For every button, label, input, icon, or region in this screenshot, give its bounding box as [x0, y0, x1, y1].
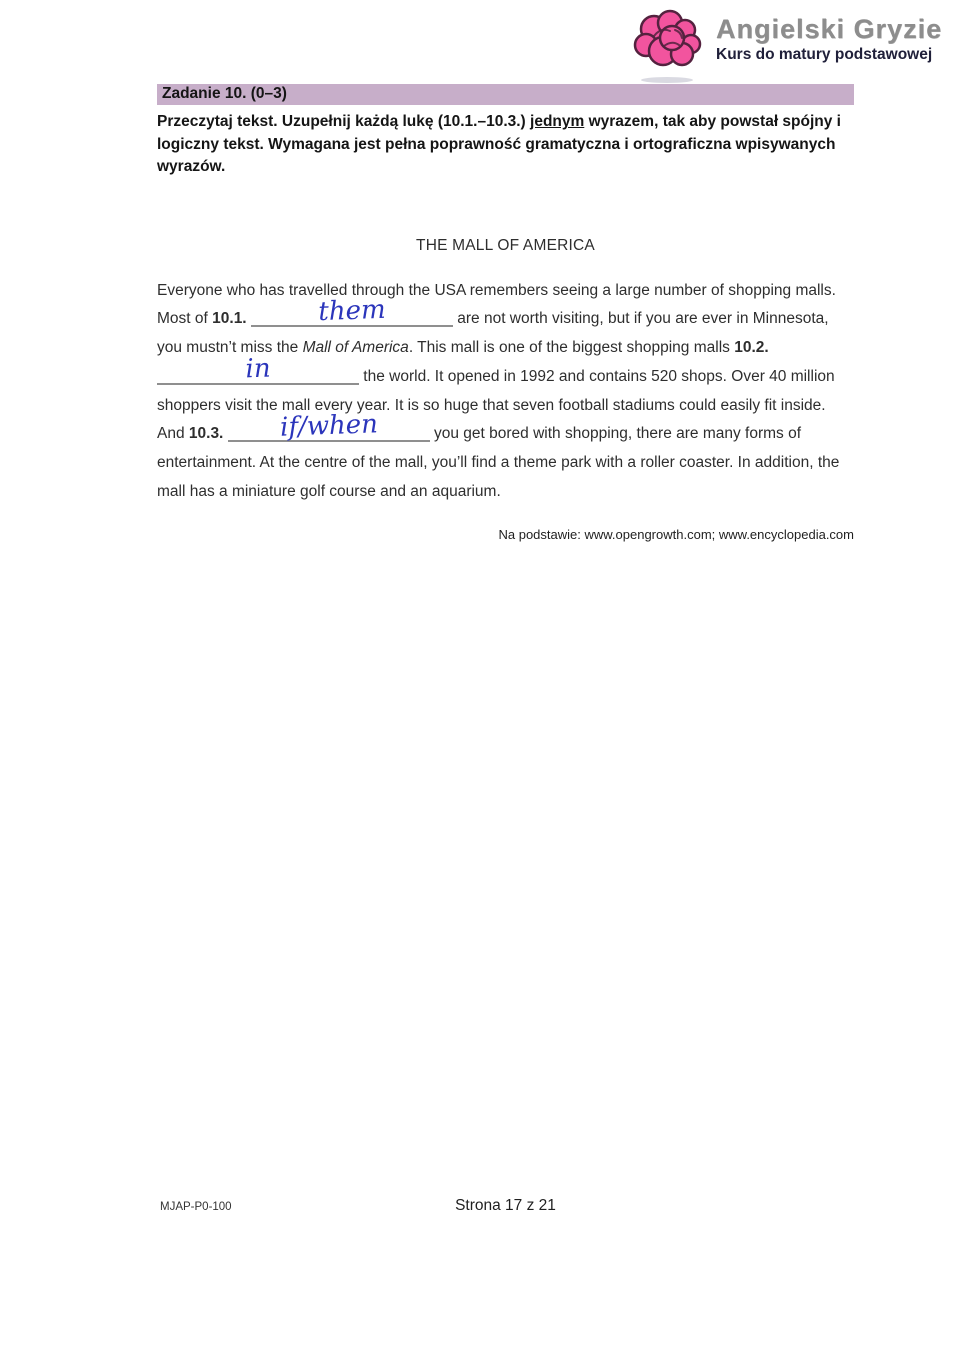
gap3-handwritten-answer: if/when: [279, 409, 379, 444]
worksheet-content: [157, 84, 854, 542]
gap1-label: 10.1.: [212, 310, 247, 328]
passage-seg5: you get bored with shopping, there are many forms of entertainment. At the centre of the mall, you’ll find a theme park with a roller coaster. In addition, the mall has a miniature golf course and an aquarium.: [157, 425, 840, 501]
footer-page-number: Strona 17 z 21: [455, 1197, 556, 1214]
passage-text: [157, 277, 854, 507]
footer-document-code: MJAP-P0-100: [160, 1201, 232, 1213]
brand-subtitle: Kurs do matury podstawowej: [716, 46, 933, 63]
gap3-blank: [228, 409, 430, 444]
gap1-handwritten-answer: them: [317, 295, 387, 328]
brand-header: [630, 8, 942, 83]
passage-seg2: are not worth visiting, but if you are ever in Minnesota, you mustn’t miss the: [157, 310, 829, 357]
gap1-blank: [251, 295, 453, 328]
instructions-part2: wyrazem, tak aby powstał spójny i logiczny tekst. Wymagana jest pełna poprawność gramatyczna i ortograficzna wpisywanych wyrazów.: [157, 113, 841, 175]
passage-seg3: . This mall is one of the biggest shopping malls: [408, 339, 735, 357]
gap2-label: 10.2.: [734, 339, 769, 357]
brand-texts: [716, 8, 942, 64]
passage-seg4: the world. It opened in 1992 and contains 520 shops. Over 40 million shoppers visit the mall every year. It is so huge that seven football stadiums could easily fit inside. And: [157, 367, 835, 443]
passage-title: THE MALL OF AMERICA: [416, 236, 595, 254]
passage-mall-name: Mall of America: [302, 339, 409, 357]
source-attribution: Na podstawie: www.opengrowth.com; www.encyclopedia.com: [498, 526, 854, 542]
passage-seg1: Everyone who has travelled through the USA remembers seeing a large number of shopping malls. Most of: [157, 281, 836, 328]
logo-shadow: [641, 77, 693, 83]
instructions-underlined-word: jednym: [530, 113, 585, 130]
brain-icon: [630, 8, 704, 70]
gap2-blank: [157, 353, 359, 385]
gap2-handwritten-answer: in: [244, 353, 272, 385]
instructions-part1: Przeczytaj tekst. Uzupełnij każdą lukę (10.1.–10.3.): [157, 113, 531, 130]
gap3-label: 10.3.: [188, 425, 224, 443]
task-instructions: [157, 111, 854, 179]
task-header-band: Zadanie 10. (0–3): [157, 84, 854, 105]
brand-logo: [630, 8, 704, 83]
brand-title: Angielski Gryzie: [716, 14, 943, 44]
